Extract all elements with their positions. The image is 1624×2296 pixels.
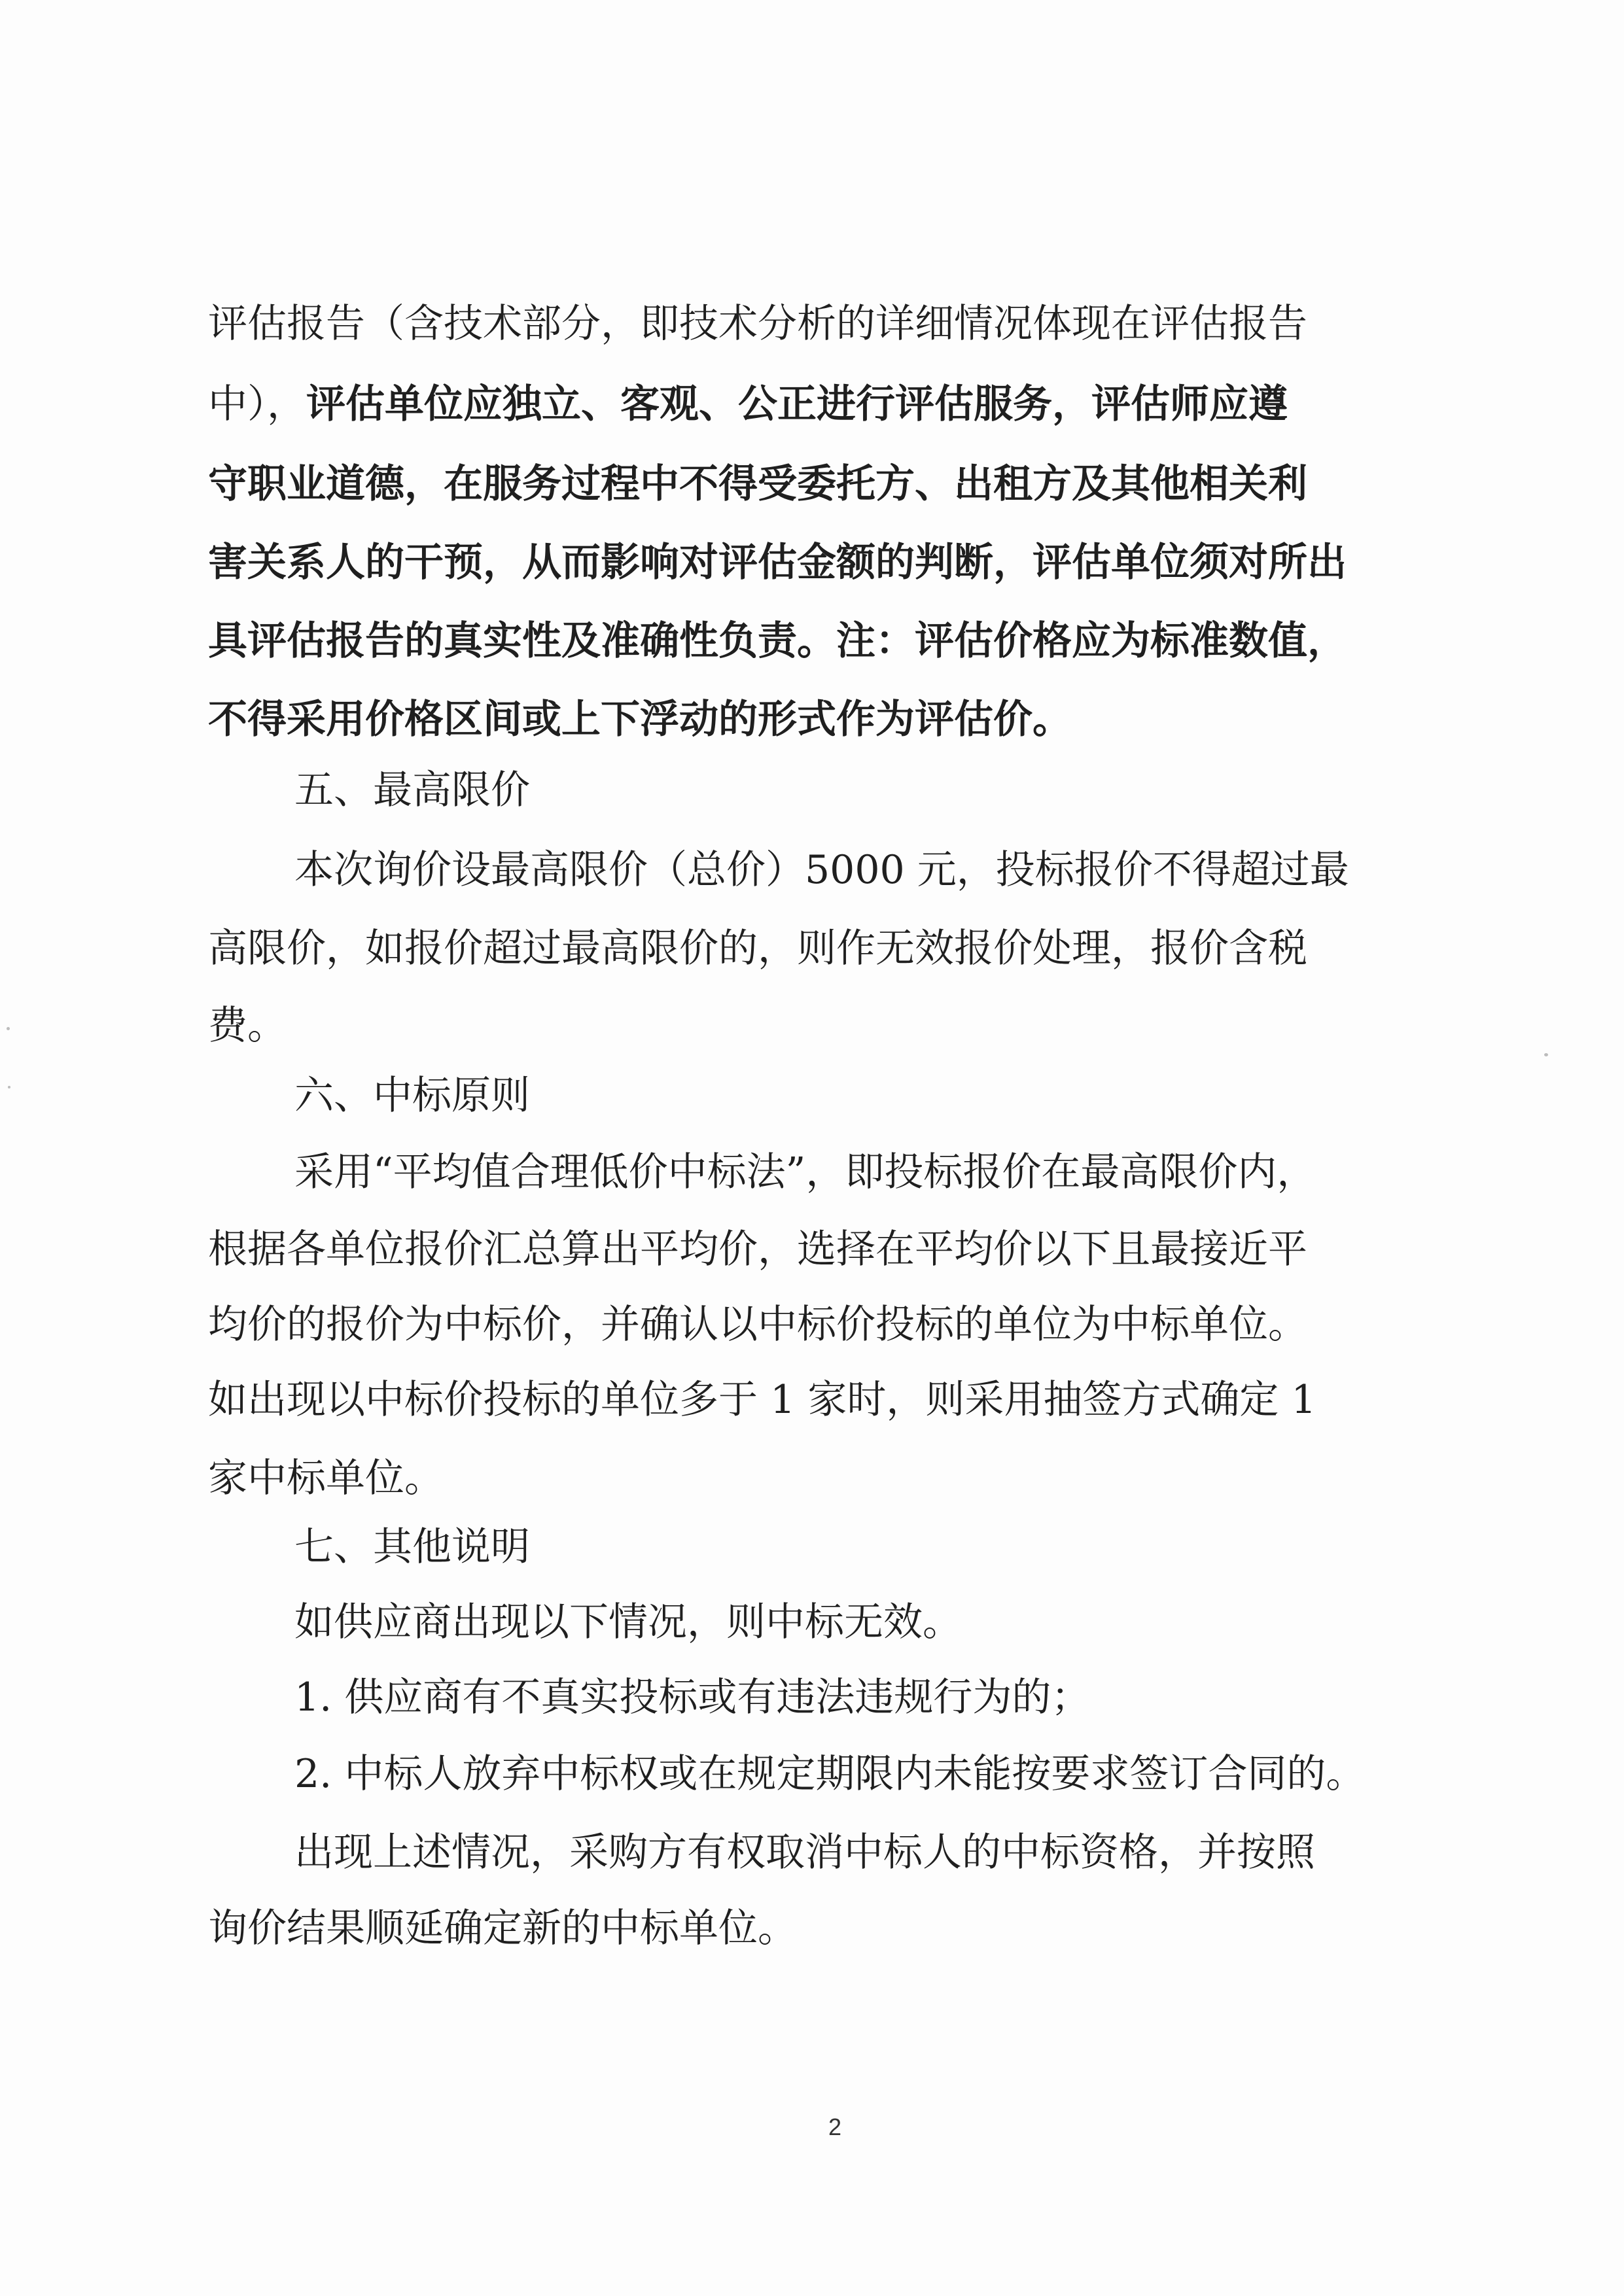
- paragraph-line: 如供应商出现以下情况，则中标无效。: [294, 1599, 962, 1645]
- paragraph-line: 家中标单位。: [208, 1455, 444, 1501]
- paragraph-line: 出现上述情况，采购方有权取消中标人的中标资格，并按照: [294, 1830, 1315, 1875]
- paragraph-line: 评估报告（含技术部分，即技术分析的详细情况体现在评估报告: [208, 301, 1307, 347]
- list-item: 1. 供应商有不真实投标或有违法违规行为的；: [294, 1675, 1091, 1720]
- paragraph-line: 不得采用价格区间或上下浮动的形式作为评估价。: [208, 697, 1072, 742]
- paragraph-line: 询价结果顺延确定新的中标单位。: [208, 1905, 797, 1951]
- text-bold: 评估单位应独立、客观、公正进行评估服务，评估师应遵: [306, 381, 1288, 427]
- scan-speck: [8, 1086, 10, 1088]
- text-regular: 中），: [208, 381, 306, 427]
- paragraph-line: 具评估报告的真实性及准确性负责。注：评估价格应为标准数值，: [208, 618, 1347, 664]
- paragraph-line: 如出现以中标价投标的单位多于 1 家时，则采用抽签方式确定 1: [208, 1377, 1316, 1423]
- paragraph-line-mixed: [208, 378, 1425, 430]
- section-heading: 七、其他说明: [294, 1524, 530, 1570]
- paragraph-line: 守职业道德，在服务过程中不得受委托方、出租方及其他相关利: [208, 461, 1307, 507]
- scan-speck: [1544, 1053, 1548, 1056]
- paragraph-line: 根据各单位报价汇总算出平均价，选择在平均价以下且最接近平: [208, 1226, 1307, 1272]
- page-number: 2: [828, 2113, 842, 2140]
- paragraph-line: 本次询价设最高限价（总价）5000 元，投标报价不得超过最: [294, 847, 1349, 893]
- list-item: 2. 中标人放弃中标权或在规定期限内未能按要求签订合同的。: [294, 1751, 1366, 1797]
- scan-speck: [7, 1027, 10, 1030]
- paragraph-line: 采用“平均值合理低价中标法”，即投标报价在最高限价内，: [294, 1149, 1316, 1195]
- paragraph-line: 害关系人的干预，从而影响对评估金额的判断，评估单位须对所出: [208, 540, 1347, 585]
- section-heading: 五、最高限价: [294, 767, 530, 813]
- paragraph-line: 费。: [208, 1003, 287, 1049]
- paragraph-line: 高限价，如报价超过最高限价的，则作无效报价处理，报价含税: [208, 926, 1307, 971]
- paragraph-line: 均价的报价为中标价，并确认以中标价投标的单位为中标单位。: [208, 1302, 1307, 1348]
- section-heading: 六、中标原则: [294, 1073, 530, 1119]
